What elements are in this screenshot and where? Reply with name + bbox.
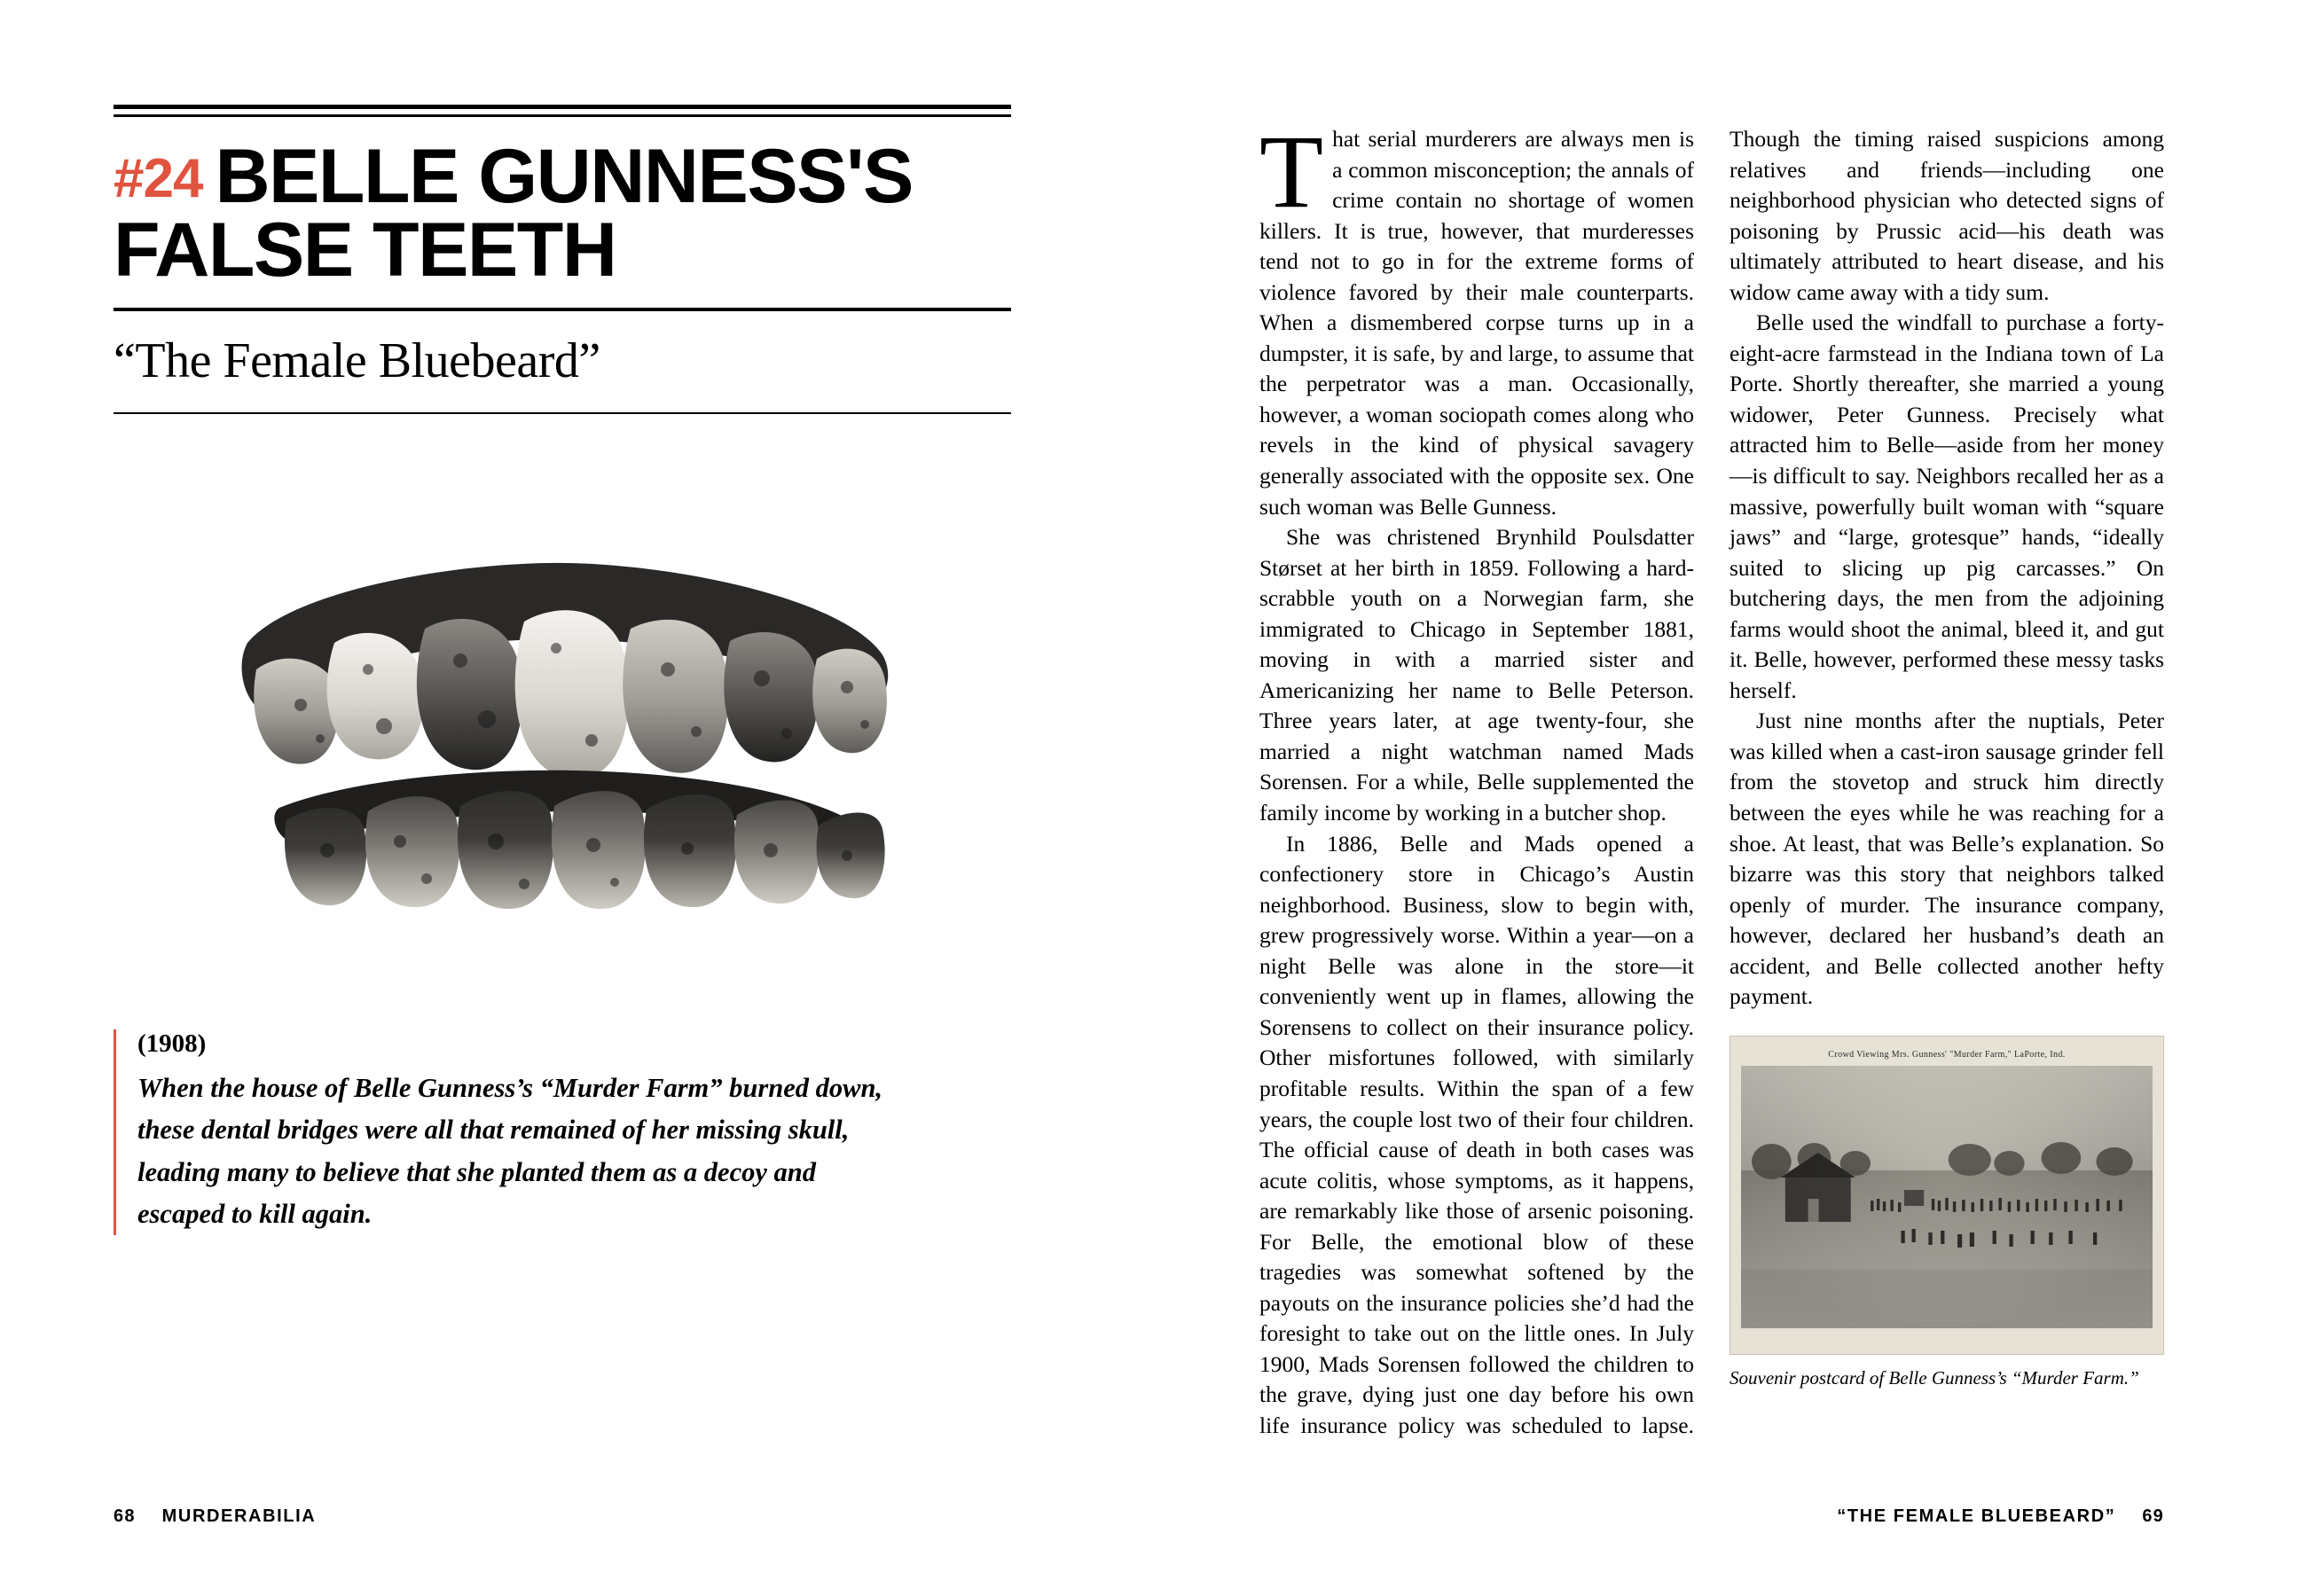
running-head-left: MURDERABILIA: [161, 1506, 317, 1526]
folio-number-left: 68: [114, 1506, 136, 1526]
title-rule-middle: [114, 308, 1011, 311]
body-paragraph: She was christened Brynhild Poulsdatter Størset at her birth in 1859. Following a hard-scrabble youth on a Norwegian farm, she immigrated to Chicago in September 1881, moving in with a married sister and Americanizing her name to Belle Peterson. Three years later, at age twenty-four, she married a night watchman named Mads Sorensen. For a while, Belle supplemented the family income by working in a butcher shop.: [1259, 524, 1694, 826]
chapter-number: #24: [114, 148, 203, 209]
footer-right: [1837, 1506, 2164, 1527]
postcard-photo: [1741, 1066, 2153, 1328]
artifact-photo: [114, 483, 1011, 980]
postcard-image: [1730, 1036, 2164, 1355]
body-paragraph: Just nine months after the nuptials, Peter was killed when a cast-iron sausage grinder fell from the stovetop and struck him directly between the eyes while he was reaching for a shoe. At least, that was Belle’s explanation. So bizarre was this story that neighbors talked openly of murder. The insurance company, however, declared her husband’s death an accident, and Belle collected another hefty payment.: [1730, 708, 2164, 1010]
body-paragraph: In 1886, Belle and Mads opened a confectionery store in Chicago’s Austin neighborhood. Business, slow to begin with, grew progressively worse. Within a year—on a night Belle was alone in the store—it conveniently went up in flames, allowing the Sorensens to collect on their insurance policy. Other misfortunes followed, with similarly profitable results. Within the span of a few years, the couple lost two of their four children. The official cause of death in both cases was acute colitis, whose symptoms, as it happens, are remarkably like those of arsenic poisoning. For Belle, the emotional blow of these tragedies was somewhat softened by the payouts on the insurance policies she’d had the foresight to take out on the little ones. In July 1900, Mads Sorensen followed the children to the grave, dying just one day before his own life insurance policy was scheduled to lapse. Though the timing raised suspicions among relatives and friends—including one neighborhood physician who detected signs of poisoning by Prussic acid—his death was ultimately attributed to heart disease, and his widow came away with a tidy sum.: [1259, 126, 2164, 1438]
false-teeth-image: [194, 536, 930, 927]
drop-cap: T: [1259, 113, 1324, 230]
postcard-figure-caption: Souvenir postcard of Belle Gunness’s “Murder Farm.”: [1730, 1366, 2139, 1389]
postcard-figure: [1730, 1036, 2164, 1390]
postcard-printed-caption: Crowd Viewing Mrs. Gunness' "Murder Farm," LaPorte, Ind.: [1828, 1049, 2066, 1060]
folio-number-right: 69: [2142, 1506, 2164, 1526]
body-paragraph-text: hat serial murderers are always men is a common misconception; the annals of crime contain no shortage of women killers. It is true, however, that murderesses tend not to go in for the extreme forms of violence favored by their male counterparts. When a dismembered corpse turns up in a dumpster, it is safe, by and large, to assume that the perpetrator was a man. Occasionally, however, a woman sociopath comes along who revels in the kind of physical savagery generally associated with the opposite sex. One such woman was Belle Gunness.: [1259, 126, 1694, 520]
chapter-subtitle: “The Female Bluebeard”: [114, 332, 600, 388]
title-line-1: BELLE GUNNESS'S: [215, 134, 913, 219]
title-line-2: FALSE TEETH: [114, 207, 616, 293]
caption-year: (1908): [137, 1029, 207, 1059]
title-rule-bottom: [114, 412, 1011, 414]
artifact-caption: [114, 1029, 900, 1235]
body-paragraph: Belle used the windfall to purchase a forty-eight-acre farmstead in the Indiana town of La Porte. Shortly thereafter, she married a young widower, Peter Gunness. Precisely what attracted him to Belle—aside from her money—is difficult to say. Neighbors recalled her as a massive, powerfully built woman with “square jaws” and “large, grotesque” hands, “ideally suited to slicing up pig carcasses.” On butchering days, the men from the adjoining farms would shoot the animal, bleed it, and gut it. Belle, however, performed these messy tasks herself.: [1730, 309, 2164, 703]
caption-text: When the house of Belle Gunness’s “Murder Farm” burned down, these dental bridges were all that remained of her missing skull, leading many to believe that she planted them as a decoy and escaped to kill again.: [137, 1073, 883, 1229]
body-columns: [1259, 113, 2164, 1463]
running-head-right: “THE FEMALE BLUEBEARD”: [1837, 1506, 2116, 1526]
page-title: [114, 134, 1011, 219]
footer-left: [114, 1506, 316, 1527]
title-rule-top: [114, 105, 1011, 117]
right-page: [1153, 0, 2306, 1596]
body-paragraph: [1259, 113, 1694, 522]
chapter-title-block: [114, 134, 1011, 293]
